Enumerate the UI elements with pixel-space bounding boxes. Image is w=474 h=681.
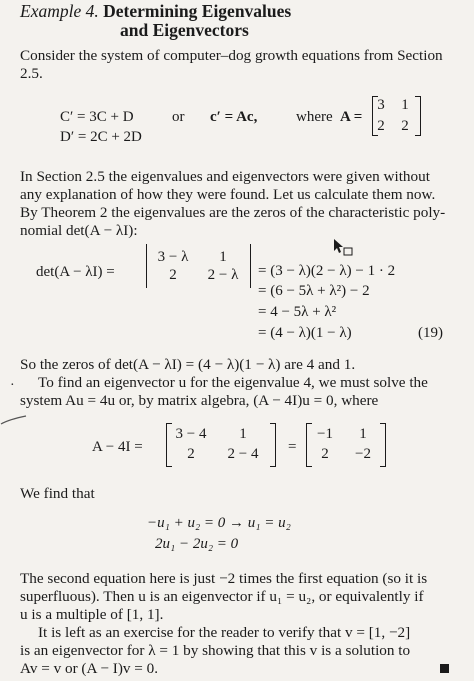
paragraph-line: system Au = 4u or, by matrix algebra, (A − 4I)u = 0, where xyxy=(20,392,379,409)
intro-paragraph xyxy=(20,47,454,83)
end-of-example-mark xyxy=(440,664,449,673)
det-cell: 2 xyxy=(169,267,177,283)
det-step3: = 4 − 5λ + λ² xyxy=(258,304,337,320)
right-bracket xyxy=(415,96,421,136)
det-cell: 1 xyxy=(219,249,227,265)
vector-form: c′ = Ac, xyxy=(210,109,258,125)
a4i-cell: 3 − 4 xyxy=(175,426,207,442)
intro-line: Consider the system of computer–dog growth equations from Section xyxy=(20,47,443,64)
paragraph-line: superfluous). Then u is an eigenvector if u₁ = u₂, or equivalently if xyxy=(20,588,424,605)
det-lhs: det(A − λI) = xyxy=(36,264,115,280)
where-text: where xyxy=(296,109,333,125)
matrix-a-cell: 3 xyxy=(377,97,385,113)
equation-number: (19) xyxy=(418,325,443,341)
paragraph-2 xyxy=(20,168,454,240)
a4i-cell: 1 xyxy=(239,426,247,442)
margin-pen-mark xyxy=(0,408,30,428)
right-bracket xyxy=(380,423,386,467)
a4i-result-cell: −1 xyxy=(317,426,333,442)
paragraph-line: By Theorem 2 the eigenvalues are the zeros of the characteristic poly- xyxy=(20,204,446,221)
or-text: or xyxy=(172,109,185,125)
system2-eq1: −u₁ + u₂ = 0 → u₁ = u₂ xyxy=(147,515,291,531)
system-eq2: D′ = 2C + 2D xyxy=(60,129,142,145)
matrix-a-label: A = xyxy=(340,109,363,125)
det-cell: 2 − λ xyxy=(207,267,239,283)
intro-line: 2.5. xyxy=(20,65,43,82)
paragraph-line: nomial det(A − λI): xyxy=(20,222,138,239)
margin-dot: · xyxy=(10,378,15,393)
paragraph-line: Av = v or (A − I)v = 0. xyxy=(20,660,159,677)
paragraph-line: is an eigenvector for λ = 1 by showing that this v is a solution to xyxy=(20,642,411,659)
paragraph-line: any explanation of how they were found. Let us calculate them now. xyxy=(20,186,436,203)
right-bracket xyxy=(270,423,276,467)
a4i-cell: 2 xyxy=(187,446,195,462)
paragraph-5 xyxy=(20,624,454,678)
paragraph-line: In Section 2.5 the eigenvalues and eigenvectors were given without xyxy=(20,168,430,185)
system-eq1: C′ = 3C + D xyxy=(60,109,134,125)
matrix-a-cell: 2 xyxy=(401,118,409,134)
paragraph-line: To find an eigenvector u for the eigenvalue 4, we must solve the xyxy=(38,374,428,391)
system2-eq2: 2u₁ − 2u₂ = 0 xyxy=(155,536,239,552)
mouse-cursor-icon xyxy=(333,238,355,258)
det-cell: 3 − λ xyxy=(157,249,189,265)
det-step1: = (3 − λ)(2 − λ) − 1 · 2 xyxy=(258,263,396,279)
equals-sign: = xyxy=(288,439,297,455)
paragraph-line: So the zeros of det(A − λI) = (4 − λ)(1 − λ) are 4 and 1. xyxy=(20,356,356,373)
det-step2: = (6 − 5λ + λ²) − 2 xyxy=(258,283,370,299)
paragraph-line: It is left as an exercise for the reader to verify that v = [1, −2] xyxy=(38,624,411,641)
a4i-result-cell: −2 xyxy=(355,446,371,462)
a4i-cell: 2 − 4 xyxy=(227,446,259,462)
det-bar-left xyxy=(146,244,147,288)
a4i-result-cell: 1 xyxy=(359,426,367,442)
a4i-result-cell: 2 xyxy=(321,446,329,462)
paragraph-line: u is a multiple of [1, 1]. xyxy=(20,606,164,623)
we-find-text: We find that xyxy=(20,485,95,502)
example-heading-line2: and Eigenvectors xyxy=(120,20,249,40)
det-step4: = (4 − λ)(1 − λ) xyxy=(258,325,352,341)
matrix-a-cell: 2 xyxy=(377,118,385,134)
example-label: Example 4. xyxy=(20,1,99,21)
example-title-line1 xyxy=(20,2,291,21)
example-heading: Determining Eigenvalues xyxy=(103,1,292,21)
matrix-a-cell: 1 xyxy=(401,97,409,113)
paragraph-3 xyxy=(20,356,454,410)
det-bar-right xyxy=(250,244,251,288)
paragraph-line: The second equation here is just −2 times the first equation (so it is xyxy=(20,570,428,587)
a4i-lhs: A − 4I = xyxy=(92,439,143,455)
paragraph-4 xyxy=(20,570,454,624)
